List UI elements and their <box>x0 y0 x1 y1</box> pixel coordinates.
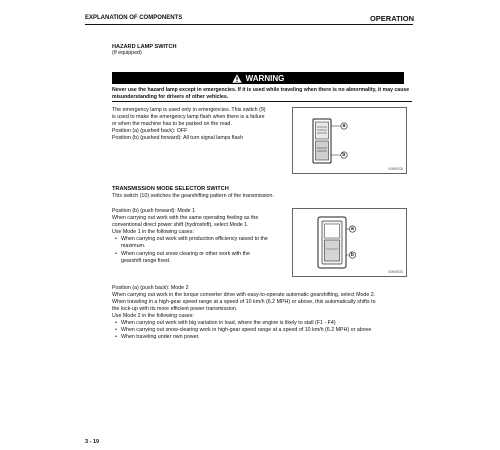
hazard-switch-figure <box>292 107 407 174</box>
warning-line: misunderstanding for drivers of other vehicles. <box>112 94 229 100</box>
hazard-subtitle: (If equipped) <box>112 50 142 56</box>
body-line: The emergency lamp is used only in emergencies. This switch (9) <box>112 107 266 113</box>
bullet-text: When carrying out work with big variation in load, where the engine is likely to stall (F1 - F4) <box>121 320 336 326</box>
figure-code: 9JH00700 <box>388 167 403 171</box>
bullet-continuation: maximum. <box>121 243 146 249</box>
body-line: conventional direct power shift (hydroshift), select Mode 1. <box>112 222 249 228</box>
mode2-text <box>112 285 376 320</box>
body-line: is used to make the emergency lamp flash when there is a failure <box>112 114 265 120</box>
body-line: Position (a) (push back): Mode 2 <box>112 285 189 291</box>
bullet-text: When carrying out work with production efficiency raised to the <box>121 236 268 242</box>
callout-a-label: a <box>342 122 346 129</box>
warning-banner <box>112 72 404 84</box>
transmission-intro: This switch (10) switches the gearshifting pattern of the transmission. <box>112 193 274 199</box>
callout-b-label: b <box>342 151 346 158</box>
body-line: or when the machine has to be parked on the road. <box>112 121 232 127</box>
chapter-header: OPERATION <box>369 14 414 23</box>
warning-text <box>112 87 412 101</box>
hazard-switch-illustration <box>293 108 406 173</box>
transmission-switch-figure <box>292 208 407 277</box>
transmission-switch-illustration <box>293 209 406 276</box>
hazard-body <box>112 107 266 142</box>
callout-a-label: a <box>351 225 354 232</box>
body-line: Position (b) (push forward): Mode 1 <box>112 208 196 214</box>
bullet-continuation: gearshift range fixed. <box>121 258 171 264</box>
body-line: Position (b) (pushed forward): All turn signal lamps flash <box>112 135 244 141</box>
body-line: the lock-up with its more efficient power transmission. <box>112 306 238 312</box>
warning-label: WARNING <box>245 73 285 83</box>
warning-line: Never use the hazard lamp except in emergencies. If it is used while traveling when there is no abnormality, it may cause <box>112 87 410 93</box>
mode1-text <box>112 208 258 236</box>
body-line: Position (a) (pushed back): OFF <box>112 128 188 134</box>
body-line: Use Mode 2 in the following cases: <box>112 313 194 319</box>
transmission-title: TRANSMISSION MODE SELECTOR SWITCH <box>112 186 229 192</box>
body-line: When carrying out work in the torque converter drive with easy-to-operate automatic gearshifting, select Mode 2. <box>112 292 376 298</box>
body-line: When traveling in a high-gear speed range at a speed of 10 km/h (6.2 MPH) or above, this automatically shifts to <box>112 299 376 305</box>
section-header: EXPLANATION OF COMPONENTS <box>85 15 183 21</box>
header-rule <box>85 24 413 25</box>
bullet-text: When carrying out snow clearing or other work with the <box>121 251 250 257</box>
bullet-text: When carrying out snow-clearing work in high-gear speed range at a speed of 10 km/h (6.2 MPH) or above <box>121 327 372 333</box>
bullet-text: When traveling under own power. <box>121 334 200 340</box>
callout-b-label: b <box>350 251 354 258</box>
warning-rule <box>112 101 412 102</box>
body-line: When carrying out work with the same operating feeling as the <box>112 215 259 221</box>
hazard-title: HAZARD LAMP SWITCH <box>112 44 177 50</box>
warning-triangle-icon <box>232 74 242 83</box>
body-line: Use Mode 1 in the following cases: <box>112 229 194 235</box>
figure-code: 9JH00370 <box>388 270 403 274</box>
page-number: 3 - 19 <box>85 439 100 445</box>
